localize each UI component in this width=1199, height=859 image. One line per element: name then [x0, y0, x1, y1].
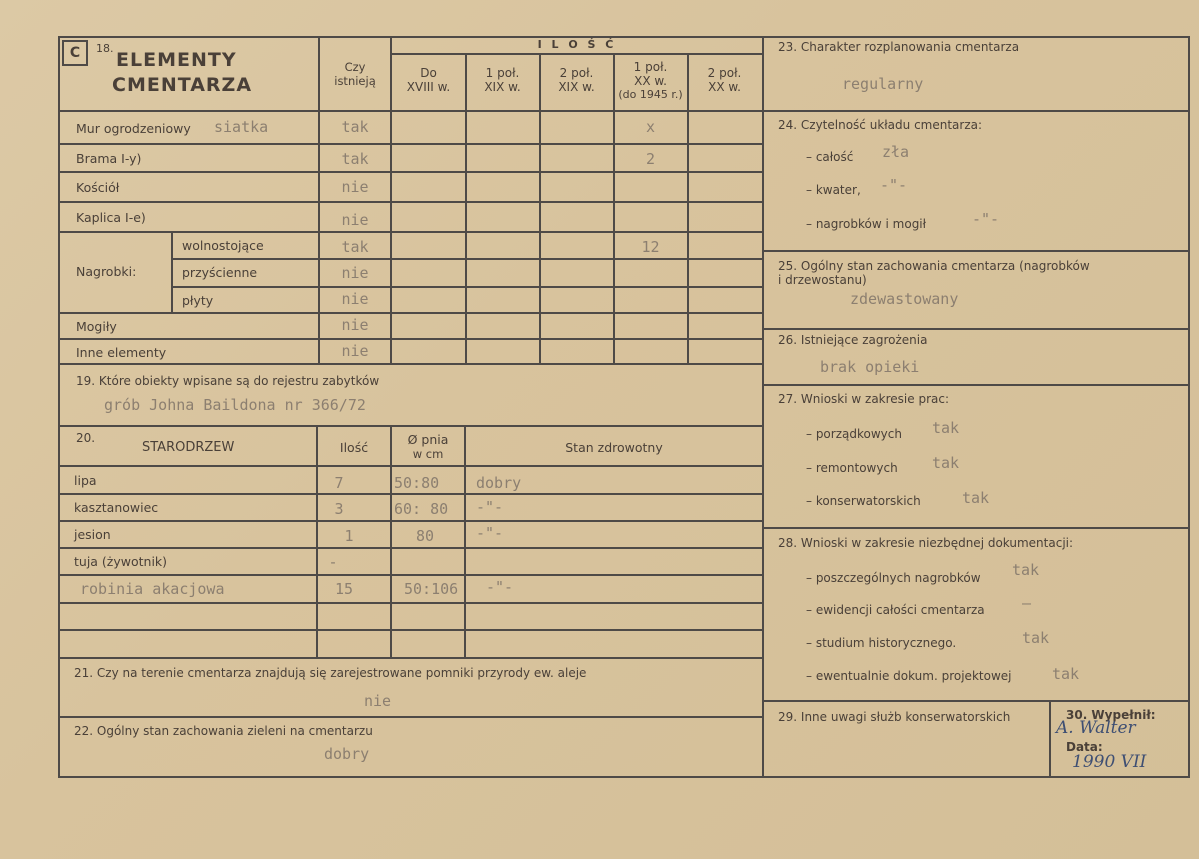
- tree-3-name: jesion: [74, 527, 111, 542]
- s24-kwater-value: -"-: [880, 176, 908, 194]
- col-do-label: Do: [420, 66, 437, 80]
- frame-right: [1188, 36, 1190, 778]
- s24-nagrobkow-value: -"-: [972, 210, 1000, 228]
- rule: [58, 657, 762, 659]
- row-brama-label: Brama I-y): [76, 151, 142, 166]
- section-27-label: 27. Wnioski w zakresie prac:: [778, 392, 950, 406]
- section-22-label: 22. Ogólny stan zachowania zieleni na cmentarzu: [74, 724, 373, 738]
- rule: [762, 700, 1190, 702]
- section-19-value: grób Johna Baildona nr 366/72: [104, 396, 366, 414]
- tree-3-ilosc: 1: [344, 527, 354, 545]
- tree-1-pien: 50:80: [394, 474, 440, 492]
- row-brama-value: 2: [645, 150, 656, 168]
- tree-2-stan: -"-: [476, 498, 504, 516]
- col-2p20-label: 2 poł.: [707, 66, 742, 80]
- rule: [539, 53, 541, 363]
- row-kaplica-czy: nie: [341, 211, 369, 229]
- col-1p20-label: 1 poł.: [633, 60, 668, 74]
- section-26-label: 26. Istniejące zagrożenia: [778, 333, 928, 347]
- row-mogily-czy: nie: [341, 316, 369, 334]
- tree-3-stan: -"-: [476, 524, 504, 542]
- section-21-label: 21. Czy na terenie cmentarza znajdują się zarejestrowane pomniki przyrody ew. aleje: [74, 666, 587, 680]
- rule: [392, 53, 762, 55]
- tree-2-name: kasztanowiec: [74, 500, 159, 515]
- filled-date: 1990 VII: [1072, 752, 1147, 772]
- s20-ilosc-header: Ilość: [339, 440, 369, 455]
- tree-5-ilosc: 15: [334, 580, 354, 598]
- s24-kwater-label: – kwater,: [806, 183, 861, 197]
- s27-porzadkowych-value: tak: [932, 419, 960, 437]
- col-do-label-2: XVIII w.: [406, 80, 451, 94]
- col-2p19-label-2: XIX w.: [558, 80, 595, 94]
- rule: [58, 425, 762, 427]
- rule: [58, 231, 762, 233]
- filled-by-signature: A. Walter: [1056, 718, 1136, 738]
- section-19-label: 19. Które obiekty wpisane są do rejestru zabytków: [76, 374, 380, 388]
- s28-projektowej-value: tak: [1052, 665, 1080, 683]
- s27-remontowych-value: tak: [932, 454, 960, 472]
- row-plyty-czy: nie: [341, 290, 369, 308]
- s28-studium-label: – studium historycznego.: [806, 636, 957, 650]
- section-18-title-2: CMENTARZA: [112, 74, 253, 96]
- section-24-label: 24. Czytelność układu cmentarza:: [778, 118, 983, 132]
- row-brama-czy: tak: [341, 150, 369, 168]
- rule: [58, 629, 762, 631]
- row-wolnostojace-label: wolnostojące: [182, 238, 264, 253]
- col-czy-istnieja: Czy istnieją: [334, 60, 376, 88]
- s27-konserwatorskich-label: – konserwatorskich: [806, 494, 921, 508]
- rule: [58, 110, 762, 112]
- rule: [465, 53, 467, 363]
- section-25-label-2: i drzewostanu): [778, 273, 867, 287]
- row-kaplica-label: Kaplica I-e): [76, 210, 146, 225]
- rule: [464, 427, 466, 657]
- row-przyscienne-czy: nie: [341, 264, 369, 282]
- rule: [172, 258, 762, 260]
- tree-4-ilosc: -: [328, 553, 338, 571]
- section-25-value: zdewastowany: [850, 290, 959, 308]
- tree-4-name: tuja (żywotnik): [74, 554, 168, 569]
- section-23-value: regularny: [842, 75, 924, 93]
- rule: [172, 286, 762, 288]
- row-mur-value: x: [645, 118, 656, 136]
- rule: [58, 312, 762, 314]
- s28-ewidencji-value: –: [1022, 594, 1032, 612]
- tree-3-pien: 80: [416, 527, 435, 545]
- tree-1-stan: dobry: [476, 474, 522, 492]
- section-20-number: 20.: [76, 431, 96, 445]
- tree-5-name: robinia akacjowa: [80, 580, 225, 598]
- section-18-number: 18.: [96, 42, 114, 55]
- date-label: Data:: [1066, 740, 1103, 754]
- rule: [171, 231, 173, 312]
- rule: [687, 53, 689, 363]
- row-przyscienne-label: przyścienne: [182, 265, 258, 280]
- section-20-title: STARODRZEW: [142, 440, 235, 455]
- col-1p20-label-2: XX w.: [634, 74, 667, 88]
- section-18-title-1: ELEMENTY: [116, 49, 237, 71]
- section-23-label: 23. Charakter rozplanowania cmentarza: [778, 40, 1020, 54]
- section-c-box: C: [62, 40, 88, 66]
- rule: [1049, 700, 1051, 776]
- section-22-value: dobry: [324, 745, 370, 763]
- section-30-label: 30. Wypełnił:: [1066, 708, 1156, 722]
- rule: [58, 602, 762, 604]
- rule: [58, 520, 762, 522]
- tree-1-ilosc: 7: [334, 474, 344, 492]
- s27-konserwatorskich-value: tak: [962, 489, 990, 507]
- s24-calosc-value: zła: [882, 143, 910, 161]
- col-1p19-label: 1 poł.: [485, 66, 520, 80]
- rule: [58, 143, 762, 145]
- row-mogily-label: Mogiły: [76, 319, 117, 334]
- s20-pien-header-2: w cm: [412, 447, 444, 461]
- rule: [390, 427, 392, 657]
- s27-porzadkowych-label: – porządkowych: [806, 427, 902, 441]
- rule: [58, 363, 762, 365]
- s28-studium-value: tak: [1022, 629, 1050, 647]
- row-mur-extra: siatka: [214, 118, 269, 136]
- col-1p20-label-3: (do 1945 r.): [618, 88, 683, 101]
- row-kosciol-label: Kościół: [76, 180, 120, 195]
- row-wolnostojace-czy: tak: [341, 238, 369, 256]
- rule: [58, 201, 762, 203]
- rule: [762, 384, 1190, 386]
- row-mur-czy: tak: [341, 118, 369, 136]
- col-2p19-label: 2 poł.: [559, 66, 594, 80]
- s28-ewidencji-label: – ewidencji całości cmentarza: [806, 603, 985, 617]
- row-kosciol-czy: nie: [341, 178, 369, 196]
- rule: [58, 574, 762, 576]
- row-inne-czy: nie: [341, 342, 369, 360]
- tree-5-pien: 50:106: [404, 580, 459, 598]
- section-28-label: 28. Wnioski w zakresie niezbędnej dokumentacji:: [778, 536, 1074, 550]
- divider-middle: [762, 36, 764, 778]
- section-25-label: 25. Ogólny stan zachowania cmentarza (nagrobków: [778, 259, 1090, 273]
- rule: [58, 493, 762, 495]
- rule: [762, 110, 1190, 112]
- section-26-value: brak opieki: [820, 358, 920, 376]
- rule: [762, 527, 1190, 529]
- s27-remontowych-label: – remontowych: [806, 461, 898, 475]
- rule: [762, 250, 1190, 252]
- rule: [58, 338, 762, 340]
- nagrobki-label: Nagrobki:: [76, 264, 137, 279]
- section-29-label: 29. Inne uwagi służb konserwatorskich: [778, 710, 1011, 724]
- section-21-value: nie: [364, 692, 392, 710]
- col-1p19-label-2: XIX w.: [484, 80, 521, 94]
- s24-calosc-label: – całość: [806, 150, 854, 164]
- row-inne-label: Inne elementy: [76, 345, 167, 360]
- tree-5-stan: -"-: [486, 578, 514, 596]
- rule: [58, 171, 762, 173]
- rule: [762, 328, 1190, 330]
- rule: [58, 547, 762, 549]
- rule: [58, 716, 762, 718]
- row-mur-label: Mur ogrodzeniowy: [76, 121, 191, 136]
- col-ilosc: I L O Ś Ć: [537, 38, 617, 51]
- rule: [58, 465, 762, 467]
- s28-nagrobkow-value: tak: [1012, 561, 1040, 579]
- s24-nagrobkow-label: – nagrobków i mogił: [806, 217, 927, 231]
- s28-nagrobkow-label: – poszczególnych nagrobków: [806, 571, 981, 585]
- s20-pien-header: Ø pnia: [407, 432, 449, 447]
- s28-projektowej-label: – ewentualnie dokum. projektowej: [806, 669, 1012, 683]
- frame-bottom: [58, 776, 1190, 778]
- row-wolnostojace-value: 12: [641, 238, 660, 256]
- tree-1-name: lipa: [74, 473, 97, 488]
- frame-left: [58, 36, 60, 778]
- tree-2-ilosc: 3: [334, 500, 344, 518]
- col-2p20-label-2: XX w.: [708, 80, 741, 94]
- s20-stan-header: Stan zdrowotny: [565, 440, 663, 455]
- tree-2-pien: 60: 80: [394, 500, 449, 518]
- row-plyty-label: płyty: [182, 293, 214, 308]
